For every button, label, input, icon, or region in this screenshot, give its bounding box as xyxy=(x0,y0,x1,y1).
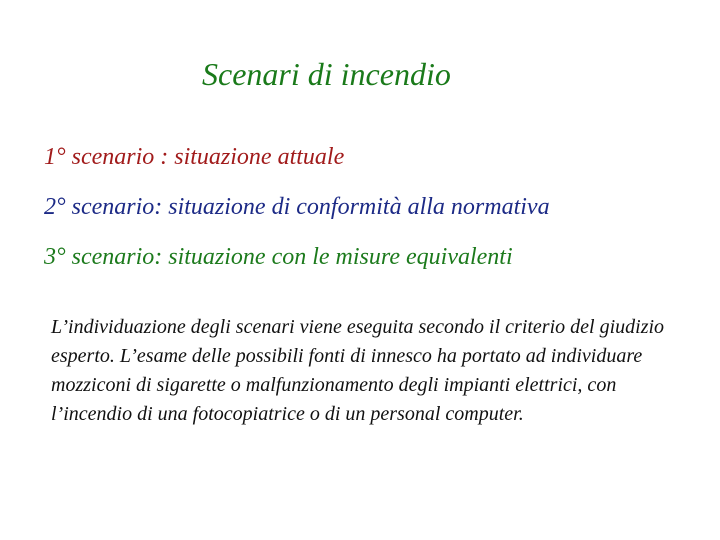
slide-title: Scenari di incendio xyxy=(202,56,451,92)
description-paragraph: L’individuazione degli scenari viene eseguita secondo il criterio del giudizio esperto. L’esame delle possibili fonti di innesco ha portato ad individuare mozziconi di sigarette o malfunzionamento degli impianti elettrici, con l’incendio di una fotocopiatrice o di un personal computer. xyxy=(51,316,665,425)
scenario-1-text: 1° scenario : situazione attuale xyxy=(44,144,345,170)
scenario-3-text: 3° scenario: situazione con le misure equivalenti xyxy=(44,244,513,270)
scenario-2-text: 2° scenario: situazione di conformità alla normativa xyxy=(44,194,550,220)
